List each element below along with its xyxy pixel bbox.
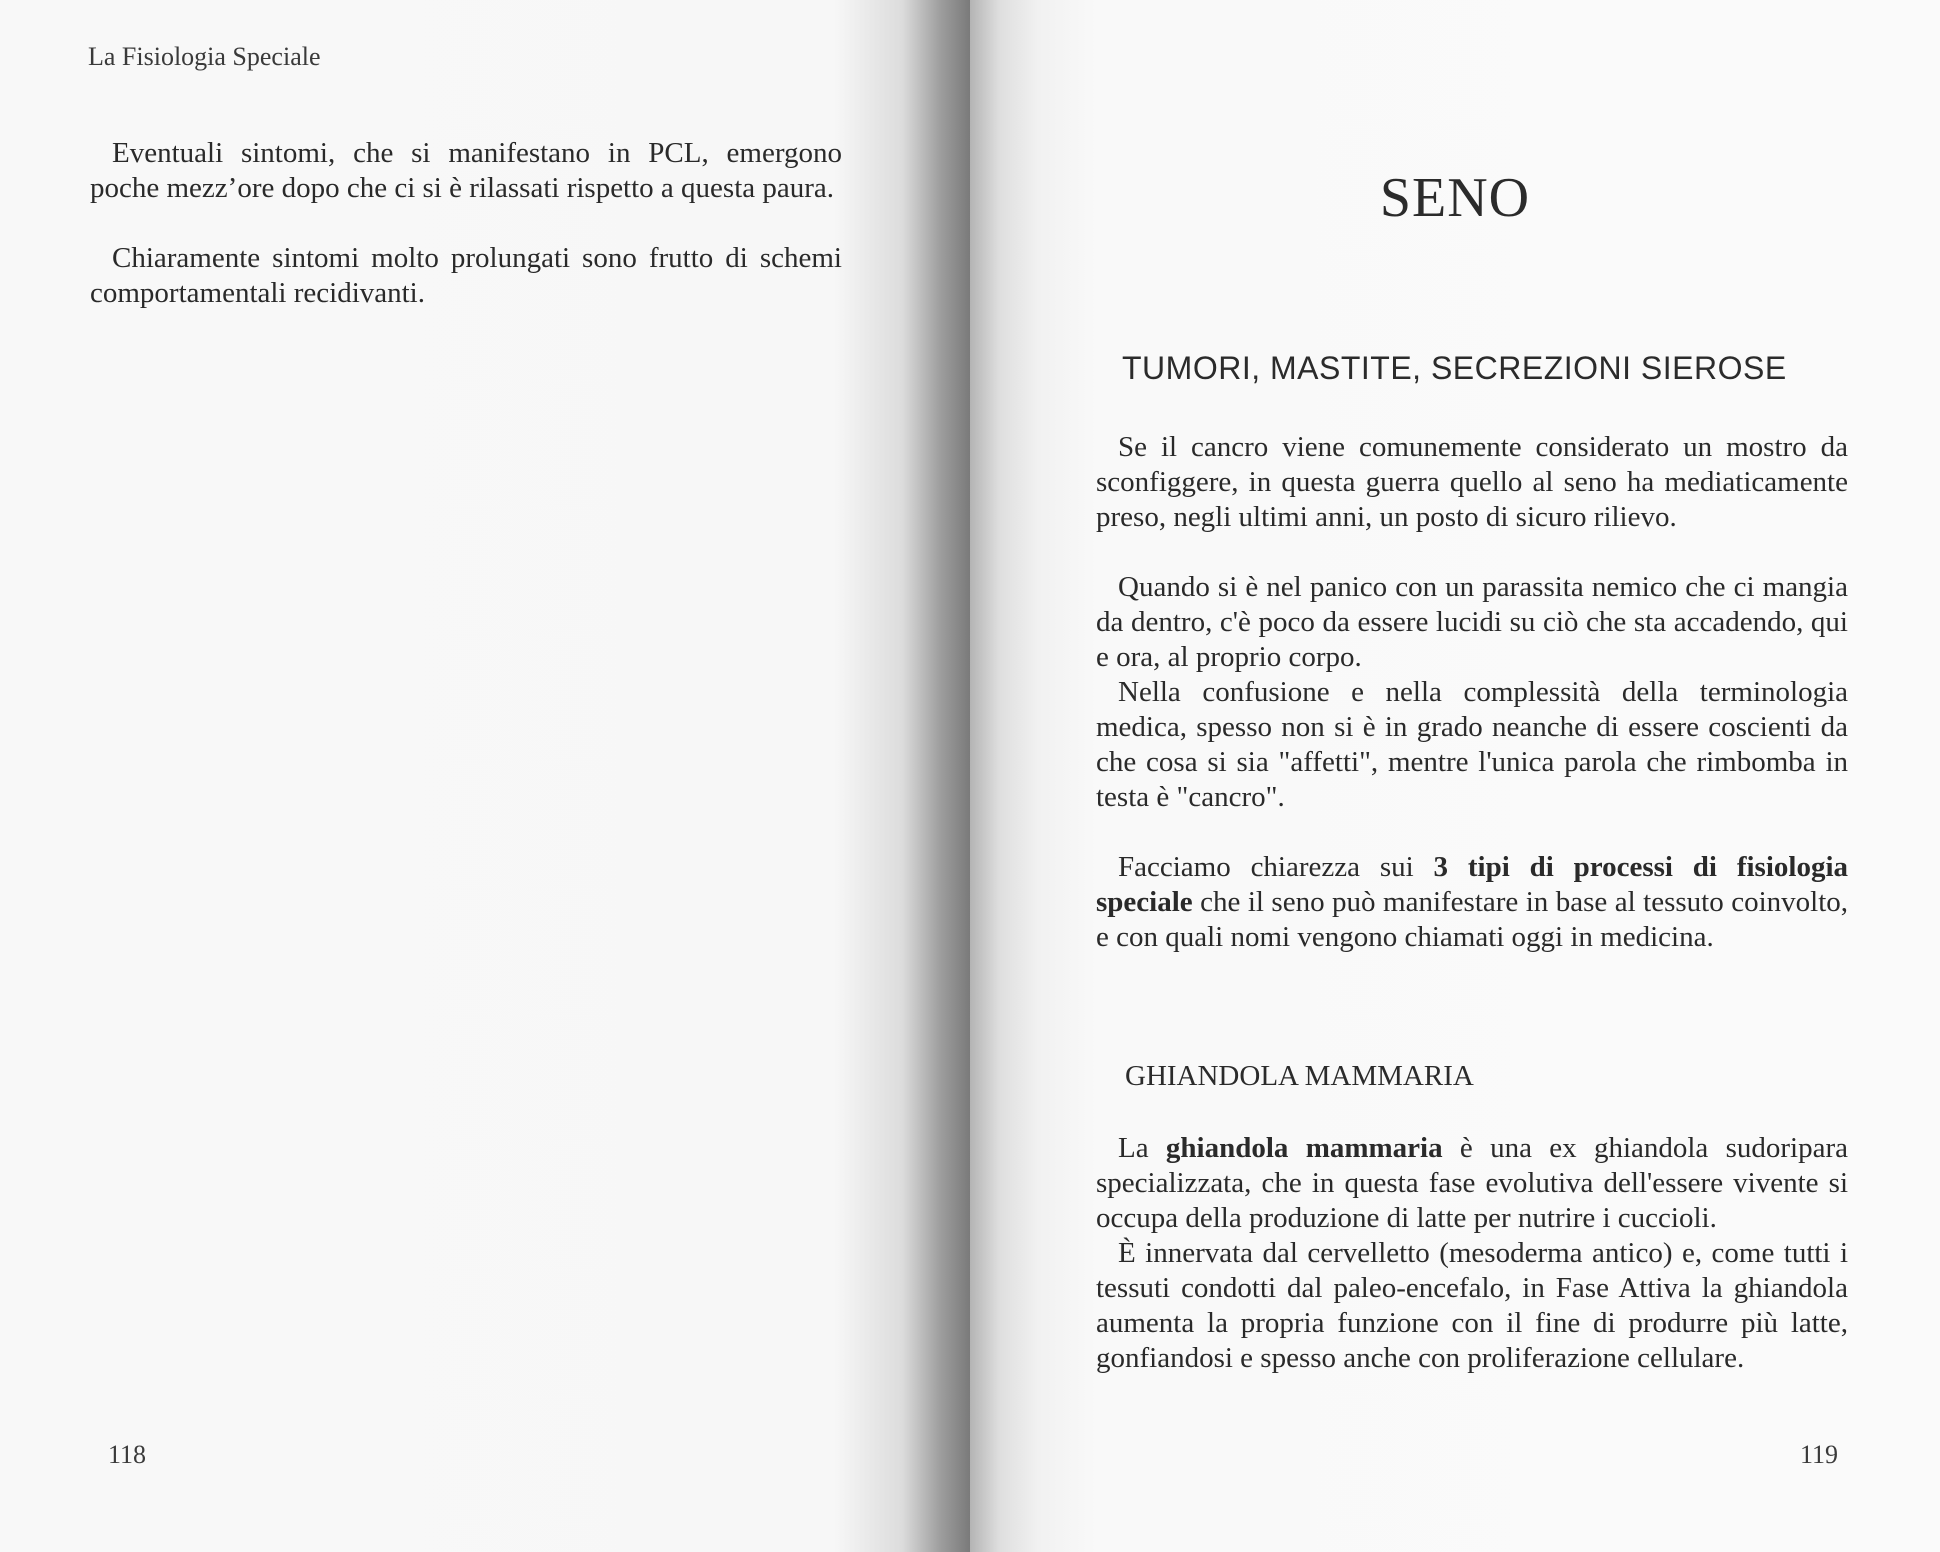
left-paragraph-1: Eventuali sintomi, che si manifestano in PCL, emergono poche mezz’ore dopo che ci si è rilassati rispetto a questa paura.	[90, 137, 842, 204]
right-paragraph-6: È innervata dal cervelletto (mesoderma antico) e, come tutti i tessuti condotti dal paleo-encefalo, in Fase Attiva la ghiandola aumenta la propria funzione con il fine di produrre più latte, gonfiandosi e spesso anche con proliferazione cellulare.	[1096, 1237, 1848, 1374]
para5-text-before: La	[1118, 1132, 1166, 1164]
para4-text-before: Facciamo chiarezza sui	[1118, 851, 1434, 883]
right-paragraph-5	[1096, 1131, 1848, 1236]
subheading: GHIANDOLA MAMMARIA	[1125, 1060, 1474, 1092]
right-paragraph-3: Nella confusione e nella complessità della terminologia medica, spesso non si è in grado neanche di essere coscienti da che cosa si sia "affetti", mentre l'unica parola che rimbomba in testa è "cancro".	[1096, 676, 1848, 813]
right-page	[970, 0, 1940, 1552]
chapter-title: SENO	[1379, 167, 1531, 229]
running-head: La Fisiologia Speciale	[88, 42, 321, 71]
section-heading: TUMORI, MASTITE, SECREZIONI SIEROSE	[1122, 350, 1787, 386]
left-paragraph-2: Chiaramente sintomi molto prolungati sono frutto di schemi comportamentali recidivanti.	[90, 242, 842, 309]
page-number: 119	[1800, 1440, 1839, 1469]
page-number: 118	[108, 1440, 147, 1469]
para4-text-after: che il seno può manifestare in base al tessuto coinvolto, e con quali nomi vengono chiamati oggi in medicina.	[1096, 886, 1848, 953]
para5-text-after: è una ex ghiandola sudoripara specializzata, che in questa fase evolutiva dell'essere vivente si occupa della produzione di latte per nutrire i cuccioli.	[1096, 1132, 1848, 1234]
para4-bold-text: 3 tipi di processi di fisiologia speciale	[1096, 851, 1849, 918]
right-paragraph-1: Se il cancro viene comunemente considerato un mostro da sconfiggere, in questa guerra quello al seno ha mediaticamente preso, negli ultimi anni, un posto di sicuro rilievo.	[1096, 431, 1848, 533]
right-paragraph-4	[1096, 850, 1848, 955]
para5-bold-text: ghiandola mammaria	[1165, 1132, 1443, 1164]
right-paragraph-2: Quando si è nel panico con un parassita nemico che ci mangia da dentro, c'è poco da essere lucidi su ciò che sta accadendo, qui e ora, al proprio corpo.	[1096, 571, 1848, 673]
